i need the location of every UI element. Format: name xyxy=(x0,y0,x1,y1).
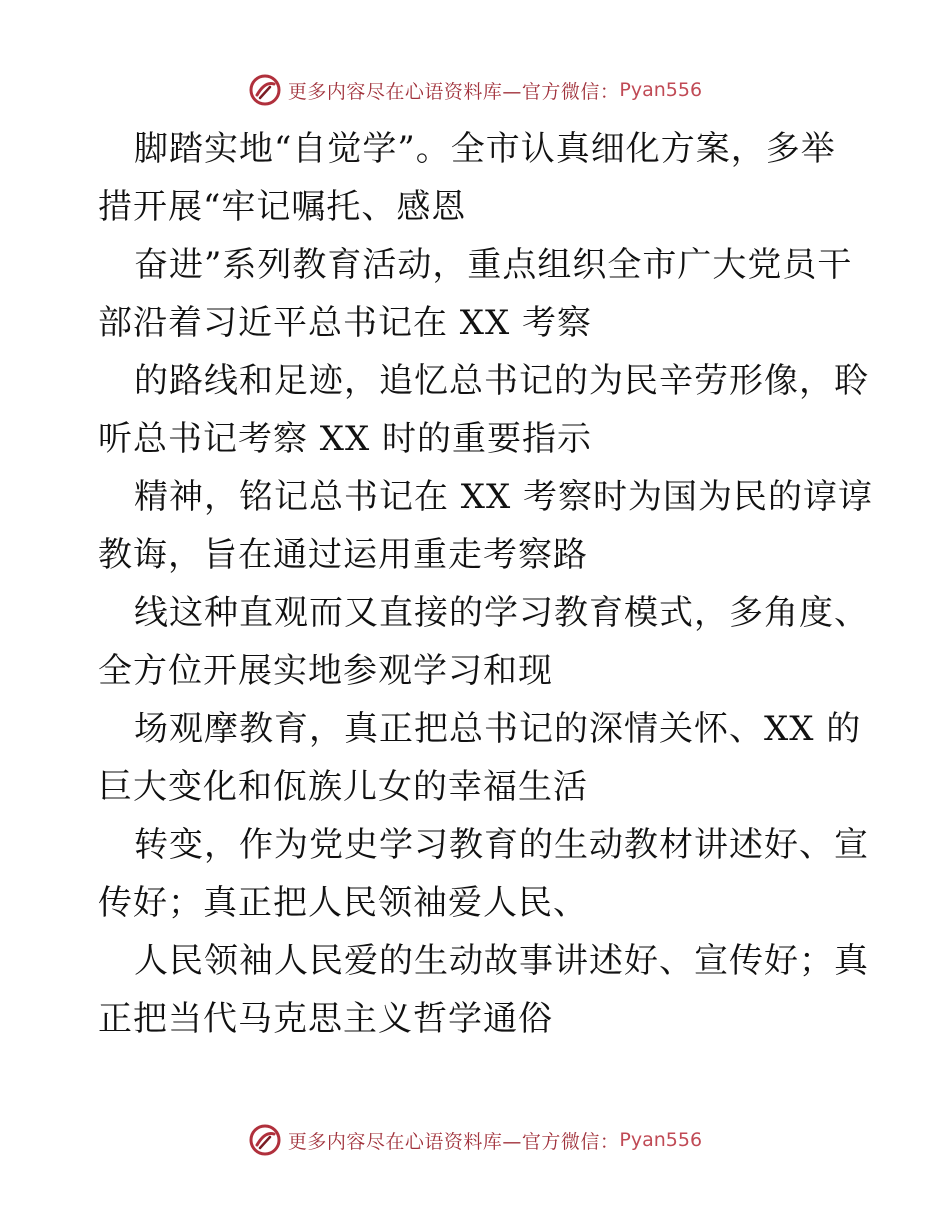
banner-wechat-id: Pyan556 xyxy=(619,79,703,101)
logo-icon xyxy=(248,73,282,107)
text-line: 的路线和足迹，追忆总书记的为民辛劳形像，聆 xyxy=(134,361,869,401)
text-line: 措开展“牢记嘱托、感恩 xyxy=(98,187,467,227)
banner-text: 更多内容尽在心语资料库—官方微信： xyxy=(287,1130,620,1153)
text-line: 精神，铭记总书记在 XX 考察时为国为民的谆谆 xyxy=(134,477,874,517)
text-line: 全方位开展实地参观学习和现 xyxy=(98,651,553,691)
logo-icon xyxy=(248,1123,282,1157)
text-line: 线这种直观而又直接的学习教育模式，多角度、 xyxy=(134,593,869,633)
text-line: 巨大变化和佤族儿女的幸福生活 xyxy=(98,767,588,807)
text-line: 部沿着习近平总书记在 XX 考察 xyxy=(98,303,593,343)
text-line: 场观摩教育，真正把总书记的深情关怀、XX 的 xyxy=(134,709,862,749)
text-line: 正把当代马克思主义哲学通俗 xyxy=(98,999,553,1039)
text-line: 听总书记考察 XX 时的重要指示 xyxy=(98,419,593,459)
text-line: 转变，作为党史学习教育的生动教材讲述好、宣 xyxy=(134,825,869,865)
text-line: 传好；真正把人民领袖爱人民、 xyxy=(98,883,588,923)
text-line: 奋进”系列教育活动，重点组织全市广大党员干 xyxy=(134,245,853,285)
banner-wechat-id: Pyan556 xyxy=(619,1129,703,1151)
banner-text: 更多内容尽在心语资料库—官方微信： xyxy=(287,80,620,103)
text-line: 人民领袖人民爱的生动故事讲述好、宣传好；真 xyxy=(134,941,869,981)
header-banner xyxy=(0,70,950,110)
text-line: 教诲，旨在通过运用重走考察路 xyxy=(98,535,588,575)
footer-banner xyxy=(0,1120,950,1160)
text-line: 脚踏实地“自觉学”。全市认真细化方案，多举 xyxy=(134,129,836,169)
document-body xyxy=(98,120,874,1048)
